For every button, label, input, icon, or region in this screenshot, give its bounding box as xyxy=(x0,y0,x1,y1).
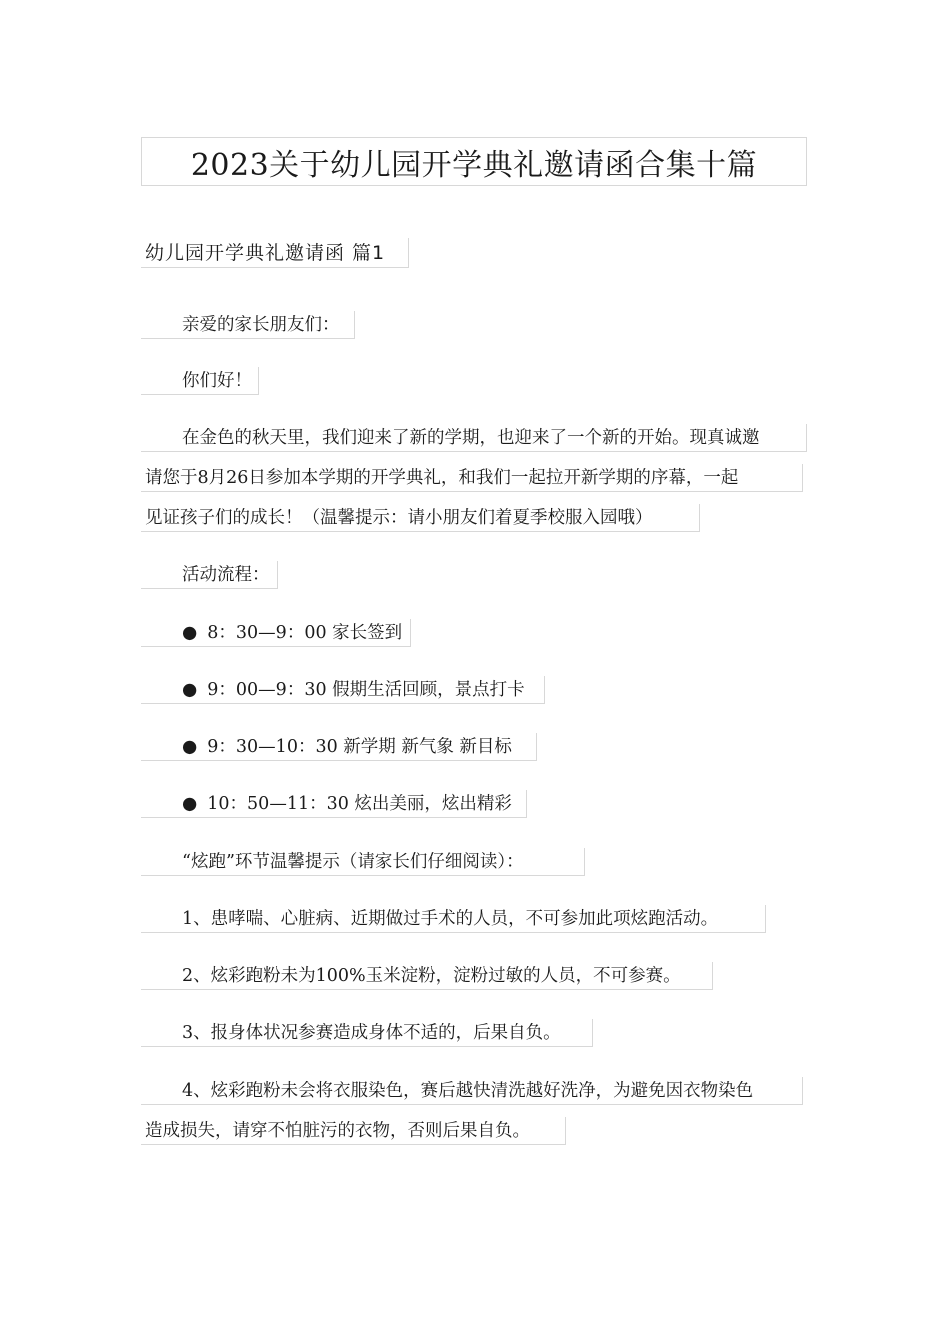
tip-item-4-line-2: 造成损失，请穿不怕脏污的衣物，否则后果自负。 xyxy=(141,1117,566,1145)
schedule-text: 10：50—11：30 炫出美丽，炫出精彩 xyxy=(207,794,512,814)
bullet-icon: ● xyxy=(182,794,198,814)
bullet-icon: ● xyxy=(182,680,198,700)
body-line-1: 在金色的秋天里，我们迎来了新的学期，也迎来了一个新的开始。现真诚邀 xyxy=(141,424,807,452)
tip-item-3: 3、报身体状况参赛造成身体不适的，后果自负。 xyxy=(141,1019,593,1047)
schedule-item xyxy=(141,790,527,818)
schedule-item xyxy=(141,619,411,647)
tip-item-4-line-1: 4、炫彩跑粉未会将衣服染色，赛后越快清洗越好洗净，为避免因衣物染色 xyxy=(141,1077,803,1105)
section-heading: 幼儿园开学典礼邀请函 篇1 xyxy=(141,238,409,268)
schedule-text: 9：30—10：30 新学期 新气象 新目标 xyxy=(207,737,512,757)
body-line-2: 请您于8月26日参加本学期的开学典礼，和我们一起拉开新学期的序幕，一起 xyxy=(141,464,803,492)
hello-line: 你们好！ xyxy=(141,367,259,395)
schedule-item xyxy=(141,733,537,761)
tip-item-1: 1、患哮喘、心脏病、近期做过手术的人员，不可参加此项炫跑活动。 xyxy=(141,905,766,933)
tips-label: “炫跑”环节温馨提示（请家长们仔细阅读）： xyxy=(141,848,585,876)
schedule-text: 8：30—9：00 家长签到 xyxy=(207,623,403,643)
flow-label: 活动流程： xyxy=(141,561,278,589)
bullet-icon: ● xyxy=(182,623,198,643)
greeting: 亲爱的家长朋友们： xyxy=(141,311,355,339)
schedule-item xyxy=(141,676,545,704)
title-box xyxy=(141,137,807,186)
document-title: 2023关于幼儿园开学典礼邀请函合集十篇 xyxy=(190,147,758,183)
tip-item-2: 2、炫彩跑粉未为100%玉米淀粉，淀粉过敏的人员，不可参赛。 xyxy=(141,962,713,990)
bullet-icon: ● xyxy=(182,737,198,757)
schedule-text: 9：00—9：30 假期生活回顾，景点打卡 xyxy=(207,680,525,700)
body-line-3: 见证孩子们的成长！（温馨提示：请小朋友们着夏季校服入园哦） xyxy=(141,504,700,532)
